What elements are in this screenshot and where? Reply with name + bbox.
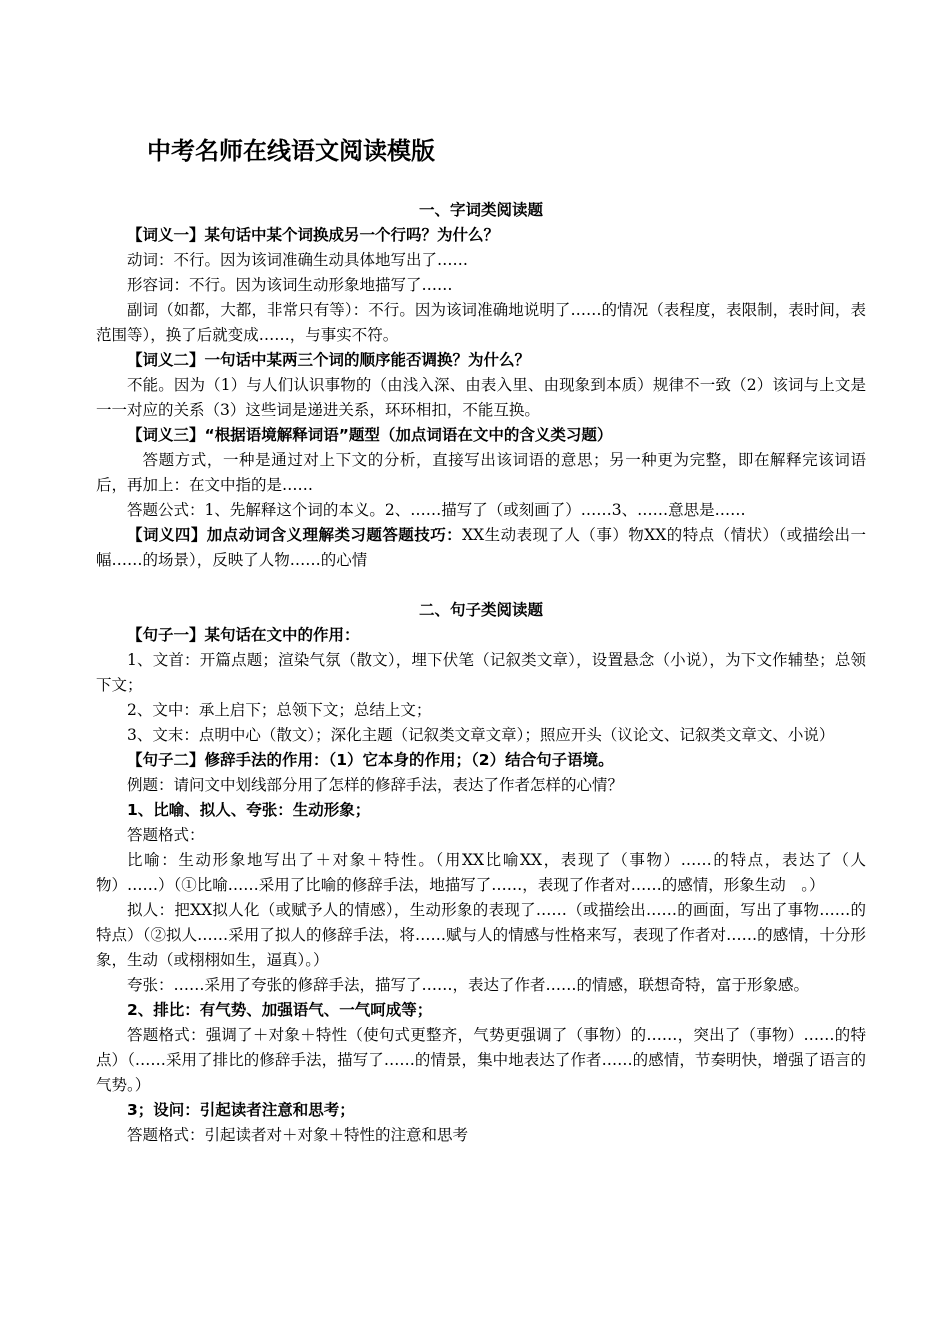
sentence-middle: 2、文中：承上启下；总领下文；总结上文； <box>127 701 432 719</box>
answer-adverb: 副词（如都，大都，非常只有等）：不行。因为该词准确地说明了……的情况（表程度，表限制，表时间，表范围等），换了后就变成……，与事实不符。 <box>96 301 866 344</box>
answer-verb: 动词：不行。因为该词准确生动具体地写出了…… <box>127 251 469 269</box>
question-label-1: 【词义一】某句话中某个词换成另一个行吗？为什么？ <box>127 226 500 244</box>
answer-word-order: 不能。因为（1）与人们认识事物的（由浅入深、由表入里、由现象到本质）规律不一致（2）该词与上文是一一对应的关系（3）这些词是递进关系，环环相扣，不能互换。 <box>96 376 866 419</box>
sentence-beginning: 1、文首：开篇点题；渲染气氛（散文），埋下伏笔（记叙类文章），设置悬念（小说），为下文作辅垫；总领下文； <box>96 651 866 694</box>
document-body <box>96 198 866 1148</box>
sentence-label-2: 【句子二】修辞手法的作用：（1）它本身的作用；（2）结合句子语境。 <box>127 751 614 769</box>
sentence-end: 3、文末：点明中心（散文）；深化主题（记叙类文章文章）；照应开头（议论文、记叙类文章文、小说） <box>127 726 835 744</box>
question-4-paragraph <box>96 523 866 573</box>
document-title: 中考名师在线语文阅读模版 <box>147 137 435 165</box>
section-heading-sentences: 二、句子类阅读题 <box>418 601 543 619</box>
rhetoric-group-2: 2、排比：有气势、加强语气、一气呵成等； <box>127 1001 433 1019</box>
metaphor-answer: 比喻：生动形象地写出了＋对象＋特性。（用XX比喻XX，表现了（事物）……的特点，表达了（人物）……）（①比喻……采用了比喻的修辞手法，地描写了……，表现了作者对……的感情，形象生动 。） <box>96 851 866 894</box>
section-heading-words: 一、字词类阅读题 <box>418 201 543 219</box>
answer-method: 答题方式，一种是通过对上下文的分析，直接写出该词语的意思；另一种更为完整，即在解释完该词语后，再加上：在文中指的是…… <box>96 451 866 494</box>
rhetorical-question-answer: 答题格式：引起读者对＋对象＋特性的注意和思考 <box>127 1126 469 1144</box>
hyperbole-answer: 夸张：……采用了夸张的修辞手法，描写了……，表达了作者……的情感，联想奇特，富于形象感。 <box>127 976 810 994</box>
format-label: 答题格式： <box>127 826 205 844</box>
answer-verb-meaning: XX生动表现了人（事）物XX的特点（情状）（或描绘出一幅……的场景），反映了人物……的心情 <box>96 526 866 569</box>
question-label-4: 【词义四】加点动词含义理解类习题答题技巧： <box>127 526 463 544</box>
answer-formula: 答题公式：1、先解释这个词的本义。2、……描写了（或刻画了）……3、……意思是…… <box>127 501 746 519</box>
example-question: 例题：请问文中划线部分用了怎样的修辞手法，表达了作者怎样的心情？ <box>127 776 624 794</box>
sentence-label-1: 【句子一】某句话在文中的作用： <box>127 626 360 644</box>
spacer <box>96 573 866 598</box>
answer-adjective: 形容词：不行。因为该词生动形象地描写了…… <box>127 276 453 294</box>
rhetoric-group-1: 1、比喻、拟人、夸张：生动形象； <box>127 801 371 819</box>
rhetoric-group-3: 3；设问：引起读者注意和思考； <box>127 1101 355 1119</box>
parallelism-answer: 答题格式：强调了＋对象＋特性（使句式更整齐，气势更强调了（事物）的……，突出了（事物）……的特点）（……采用了排比的修辞手法，描写了……的情景，集中地表达了作者……的感情，节奏明快，增强了语言的气势。） <box>96 1026 866 1094</box>
personification-answer: 拟人：把XX拟人化（或赋予人的情感），生动形象的表现了……（或描绘出……的画面，写出了事物……的特点）（②拟人……采用了拟人的修辞手法，将……赋与人的情感与性格来写，表现了作者对……的感情，十分形象，生动（或栩栩如生，逼真）。） <box>96 901 866 969</box>
question-label-2: 【词义二】一句话中某两三个词的顺序能否调换？为什么？ <box>127 351 531 369</box>
question-label-3: 【词义三】“根据语境解释词语”题型（加点词语在文中的含义类习题） <box>127 426 613 444</box>
